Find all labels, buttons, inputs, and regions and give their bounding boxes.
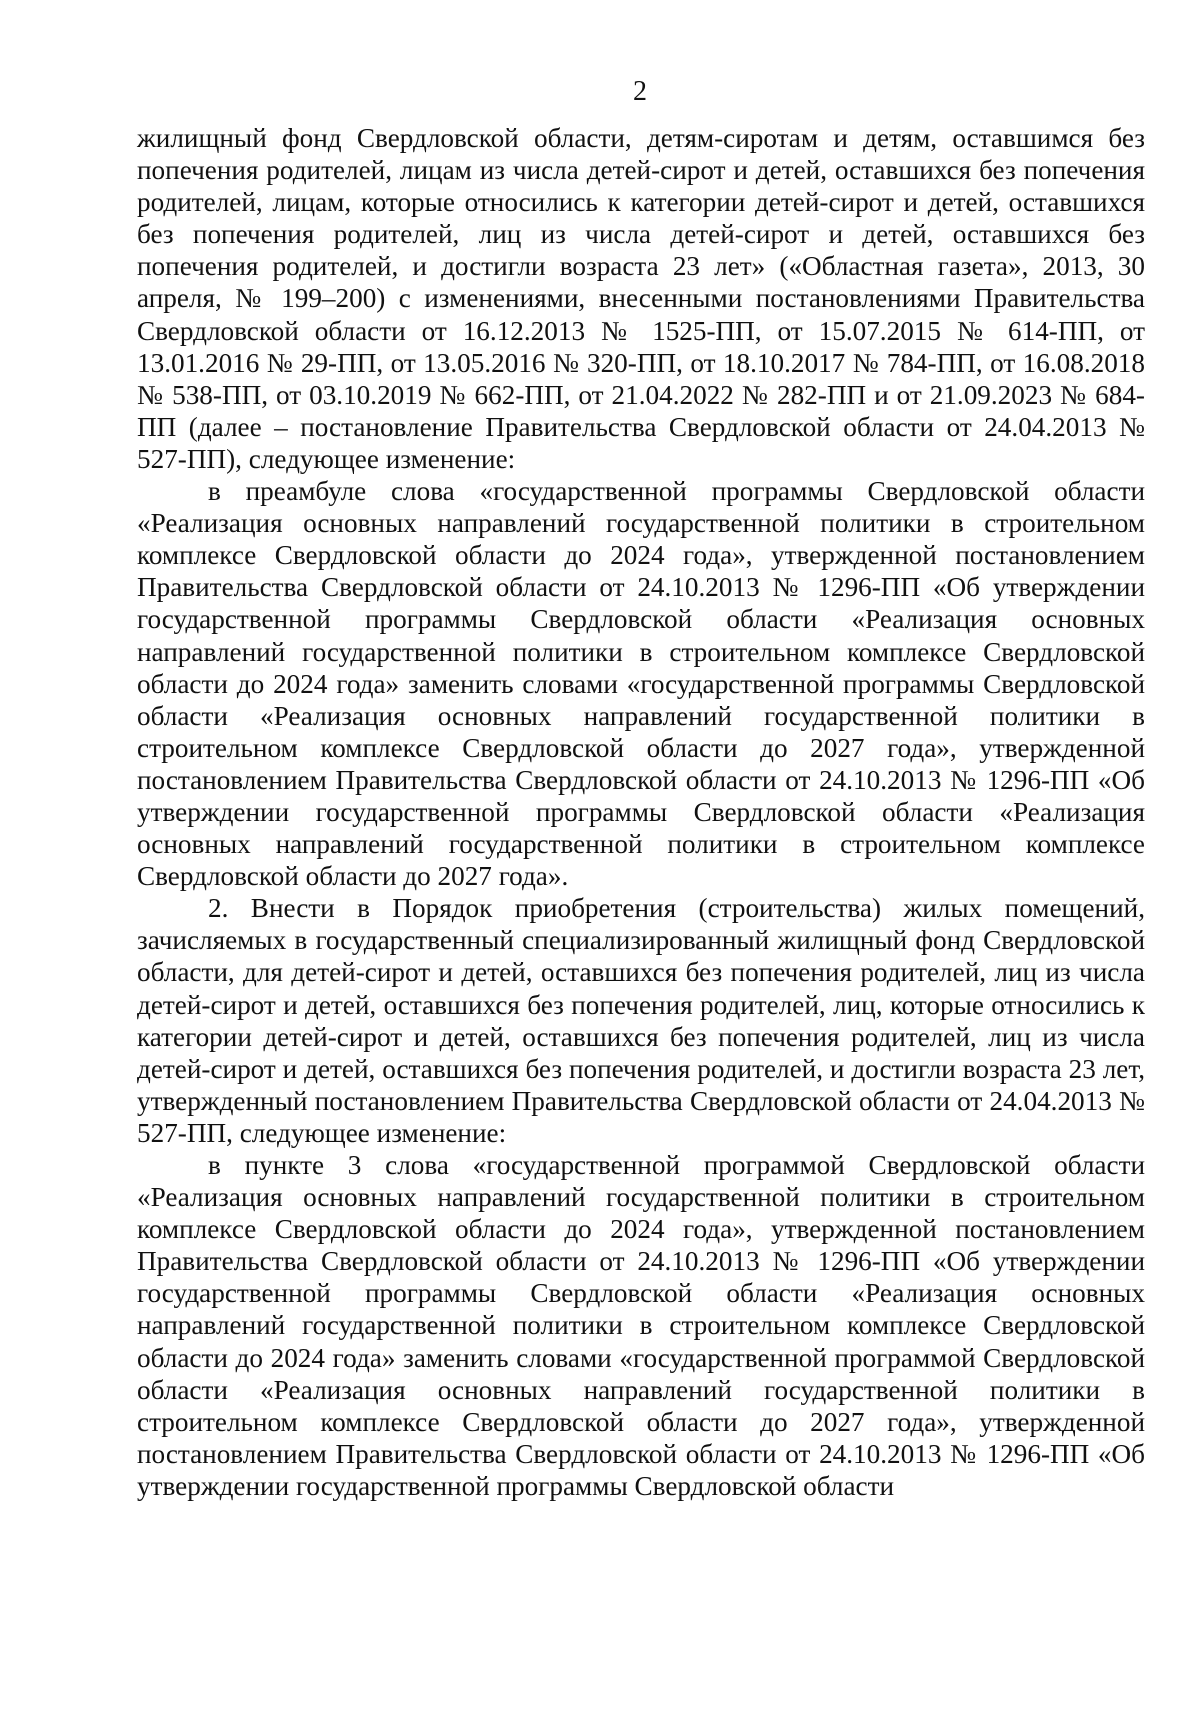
paragraph-continuation: жилищный фонд Свердловской области, детям-сиротам и детям, оставшимся без попечения родителей, лицам из числа детей-сирот и детей, оставшихся без попечения родителей, лицам, которые относились к категории детей-сирот и детей, оставшихся без попечения родителей, лиц из числа детей-сирот и детей, оставшихся без попечения родителей, и достигли возраста 23 лет» («Областная газета», 2013, 30 апреля, № 199–200) с изменениями, внесенными постановлениями Правительства Свердловской области от 16.12.2013 № 1525-ПП, от 15.07.2015 № 614-ПП, от 13.01.2016 № 29-ПП, от 13.05.2016 № 320-ПП, от 18.10.2017 № 784-ПП, от 16.08.2018 № 538-ПП, от 03.10.2019 № 662-ПП, от 21.04.2022 № 282-ПП и от 21.09.2023 № 684-ПП (далее – постановление Правительства Свердловской области от 24.04.2013 № 527-ПП), следующее изменение: [137,123,1145,474]
paragraph-point-3-amendment: в пункте 3 слова «государственной программой Свердловской области «Реализация основных направлений государственной политики в строительном комплексе Свердловской области до 2024 года», утвержденной постановлением Правительства Свердловской области от 24.10.2013 № 1296-ПП «Об утверждении государственной программы Свердловской области «Реализация основных направлений государственной политики в строительном комплексе Свердловской области до 2024 года» заменить словами «государственной программой Свердловской области «Реализация основных направлений государственной политики в строительном комплексе Свердловской области до 2027 года», утвержденной постановлением Правительства Свердловской области от 24.10.2013 № 1296-ПП «Об утверждении государственной программы Свердловской области [137,1150,1145,1501]
document-body [137,122,1145,1502]
paragraph-item-2: 2. Внести в Порядок приобретения (строительства) жилых помещений, зачисляемых в государственный специализированный жилищный фонд Свердловской области, для детей-сирот и детей, оставшихся без попечения родителей, лиц из числа детей-сирот и детей, оставшихся без попечения родителей, лиц, которые относились к категории детей-сирот и детей, оставшихся без попечения родителей, лиц из числа детей-сирот и детей, оставшихся без попечения родителей, и достигли возраста 23 лет, утвержденный постановлением Правительства Свердловской области от 24.04.2013 № 527-ПП, следующее изменение: [137,893,1145,1148]
page-number: 2 [633,76,647,107]
paragraph-preamble-amendment: в преамбуле слова «государственной программы Свердловской области «Реализация основных направлений государственной политики в строительном комплексе Свердловской области до 2024 года», утвержденной постановлением Правительства Свердловской области от 24.10.2013 № 1296-ПП «Об утверждении государственной программы Свердловской области «Реализация основных направлений государственной политики в строительном комплексе Свердловской области до 2024 года» заменить словами «государственной программы Свердловской области «Реализация основных направлений государственной политики в строительном комплексе Свердловской области до 2027 года», утвержденной постановлением Правительства Свердловской области от 24.10.2013 № 1296-ПП «Об утверждении государственной программы Свердловской области «Реализация основных направлений государственной политики в строительном комплексе Свердловской области до 2027 года». [137,476,1145,892]
